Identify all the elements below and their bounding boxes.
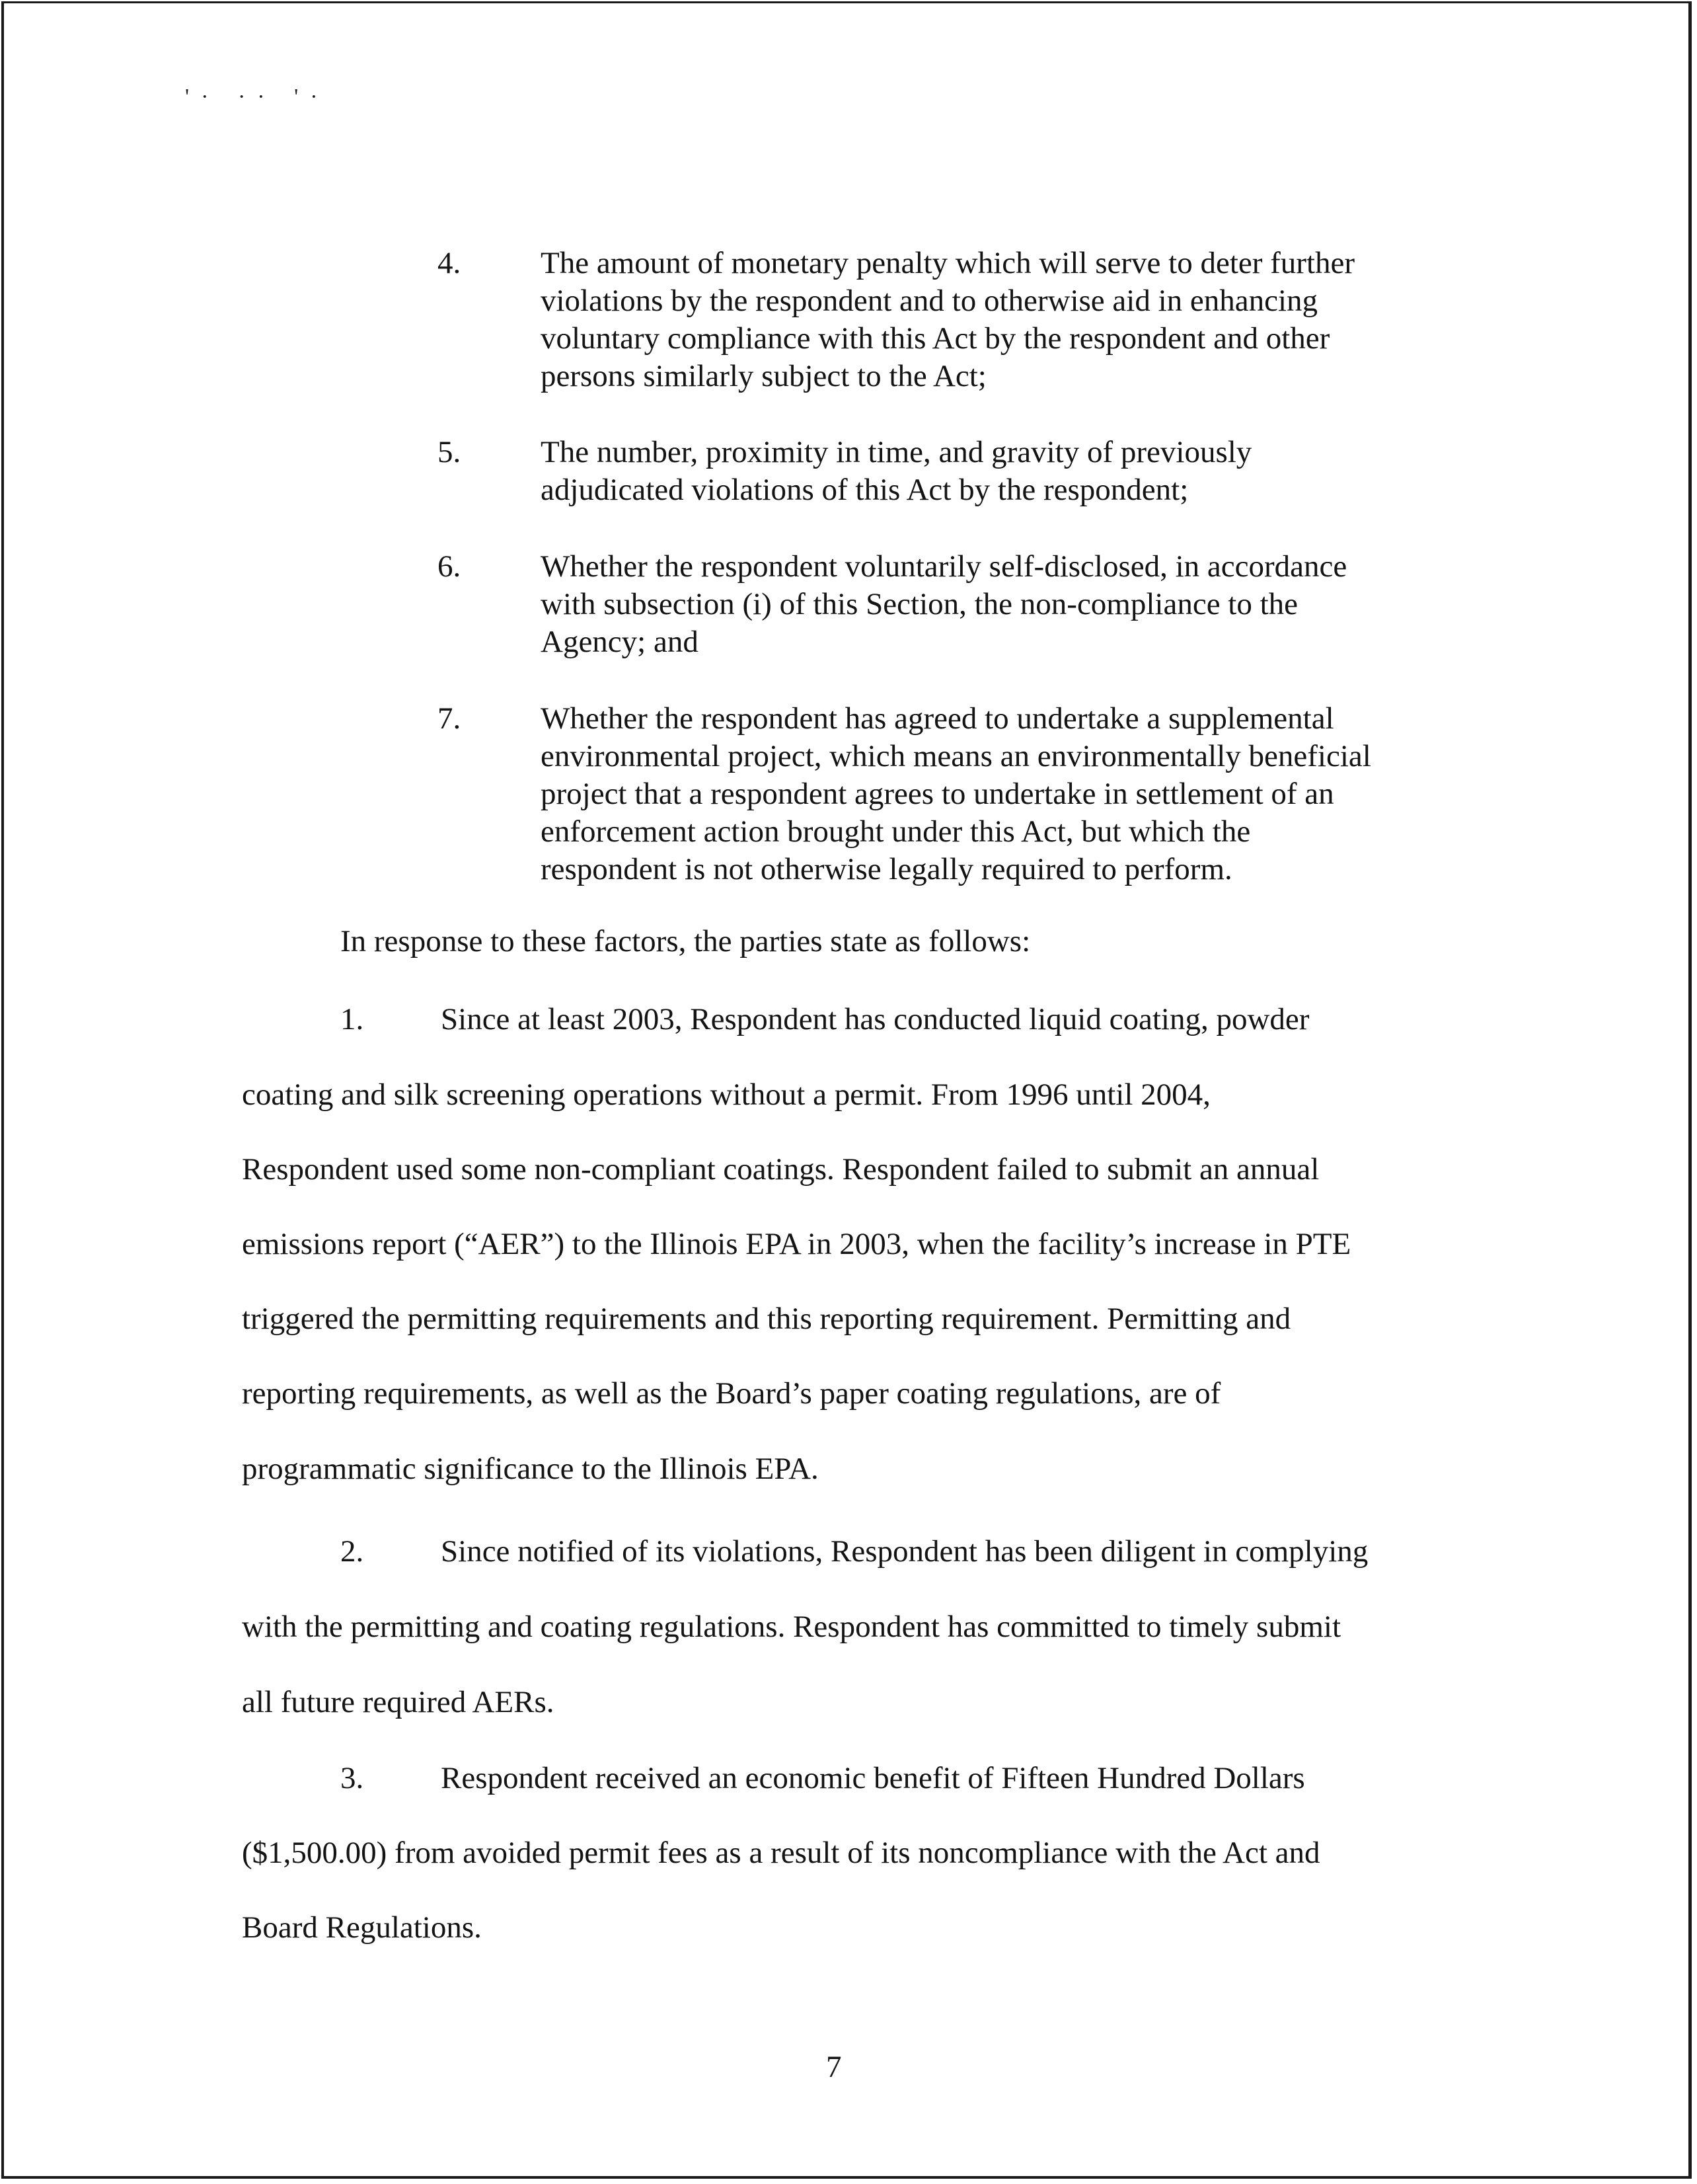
paragraph-line: Since at least 2003, Respondent has conducted liquid coating, powder [441,1002,1310,1036]
factor-line: voluntary compliance with this Act by the respondent and other [541,321,1330,356]
page-number: 7 [826,2050,842,2084]
factor-text [541,434,1459,509]
intro-sentence: In response to these factors, the parties state as follows: [340,924,1031,958]
factor-line: Agency; and [541,625,698,659]
paragraph-line: emissions report (“AER”) to the Illinois EPA in 2003, when the facility’s increase in PTE [242,1227,1351,1261]
factor-line: violations by the respondent and to otherwise aid in enhancing [541,284,1318,318]
factor-line: The amount of monetary penalty which will serve to deter further [541,246,1355,280]
factor-line: Whether the respondent voluntarily self-disclosed, in accordance [541,549,1347,584]
paragraph-number: 3. [340,1761,364,1795]
paragraph-line: reporting requirements, as well as the Board’s paper coating regulations, are of [242,1376,1221,1411]
factor-number: 6. [437,549,461,584]
factor-number: 7. [437,701,461,736]
factor-number: 5. [437,435,461,469]
factor-line: Whether the respondent has agreed to undertake a supplemental [541,701,1334,736]
factor-line: adjudicated violations of this Act by the respondent; [541,473,1189,507]
factor-line: with subsection (i) of this Section, the non-compliance to the [541,587,1299,621]
paragraph-line: triggered the permitting requirements and this reporting requirement. Permitting and [242,1302,1291,1336]
paragraph-number: 2. [340,1534,364,1569]
paragraph-line: all future required AERs. [242,1685,554,1719]
factor-line: enforcement action brought under this Act, but which the [541,814,1251,849]
factor-line: persons similarly subject to the Act; [541,359,987,393]
factor-line: environmental project, which means an environmentally beneficial [541,739,1371,773]
paragraph-line: Respondent used some non-compliant coatings. Respondent failed to submit an annual [242,1152,1320,1187]
factor-number: 4. [437,246,461,280]
paragraph-line: coating and silk screening operations without a permit. From 1996 until 2004, [242,1077,1211,1112]
factor-line: project that a respondent agrees to undertake in settlement of an [541,777,1334,811]
paragraph-number: 1. [340,1002,364,1036]
paragraph-line: with the permitting and coating regulations. Respondent has committed to timely submit [242,1610,1341,1644]
paragraph-line: ($1,500.00) from avoided permit fees as a result of its noncompliance with the Act and [242,1836,1320,1870]
factor-line: The number, proximity in time, and gravity of previously [541,435,1252,469]
factor-line: respondent is not otherwise legally required to perform. [541,852,1232,886]
scan-marks: '· ·· '· [185,85,330,109]
factor-text [541,548,1459,661]
paragraph-line: Since notified of its violations, Respondent has been diligent in complying [441,1534,1369,1569]
paragraph-line: Board Regulations. [242,1910,482,1945]
factor-text [541,700,1459,888]
paragraph-line: programmatic significance to the Illinois EPA. [242,1452,819,1486]
factor-text [541,245,1459,395]
paragraph-line: Respondent received an economic benefit of Fifteen Hundred Dollars [441,1761,1305,1795]
